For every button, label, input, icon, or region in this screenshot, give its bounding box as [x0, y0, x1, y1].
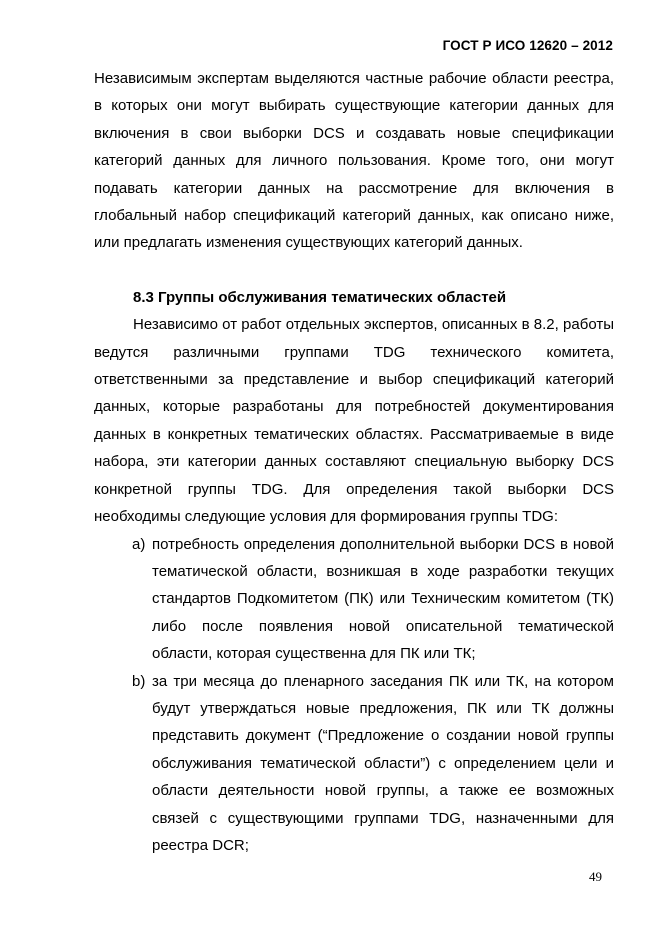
page-number: 49: [589, 869, 602, 884]
conditions-list: [94, 531, 614, 860]
list-marker: b): [132, 672, 146, 690]
list-item-text: за три месяца до пленарного заседания ПК или ТК, на котором будут утверждаться новые предложения, ПК или ТК должны представить документ (“Предложение о создании новой группы обслуживания тематической области”) с определением цели и области деятельности новой группы, а также ее возможных связей с существующими группами TDG, назначенными для реестра DCR;: [152, 672, 614, 854]
paragraph-tdg-groups: Независимо от работ отдельных экспертов, описанных в 8.2, работы ведутся различными группами TDG технического комитета, ответственными за представление и выбор спецификаций категорий данных, которые разработаны для потребностей документирования данных в конкретных тематических областях. Рассматриваемые в виде набора, эти категории данных составляют специальную выборку DCS конкретной группы TDG. Для определения такой выборки DCS необходимы следующие условия для формирования группы TDG:: [94, 316, 614, 526]
list-marker: a): [132, 535, 146, 553]
paragraph-independent-experts: Независимым экспертам выделяются частные рабочие области реестра, в которых они могут выбирать существующие категории данных для включения в свои выборки DCS и создавать новые спецификации категорий данных для личного пользования. Кроме того, они могут подавать категории данных на рассмотрение для включения в глобальный набор спецификаций категорий данных, как описано ниже, или предлагать изменения существующих категорий данных.: [94, 70, 614, 252]
list-item: [94, 531, 614, 668]
document-header: ГОСТ Р ИСО 12620 – 2012: [442, 38, 613, 53]
section-heading: 8.3 Группы обслуживания тематических областей: [133, 288, 507, 306]
page-body: [94, 65, 614, 859]
list-item: [94, 668, 614, 860]
list-item-text: потребность определения дополнительной выборки DCS в новой тематической области, возникшая в ходе разработки текущих стандартов Подкомитетом (ПК) или Техническим комитетом (ТК) либо после появления новой описательной тематической области, которая существенна для ПК или ТК;: [152, 535, 614, 663]
